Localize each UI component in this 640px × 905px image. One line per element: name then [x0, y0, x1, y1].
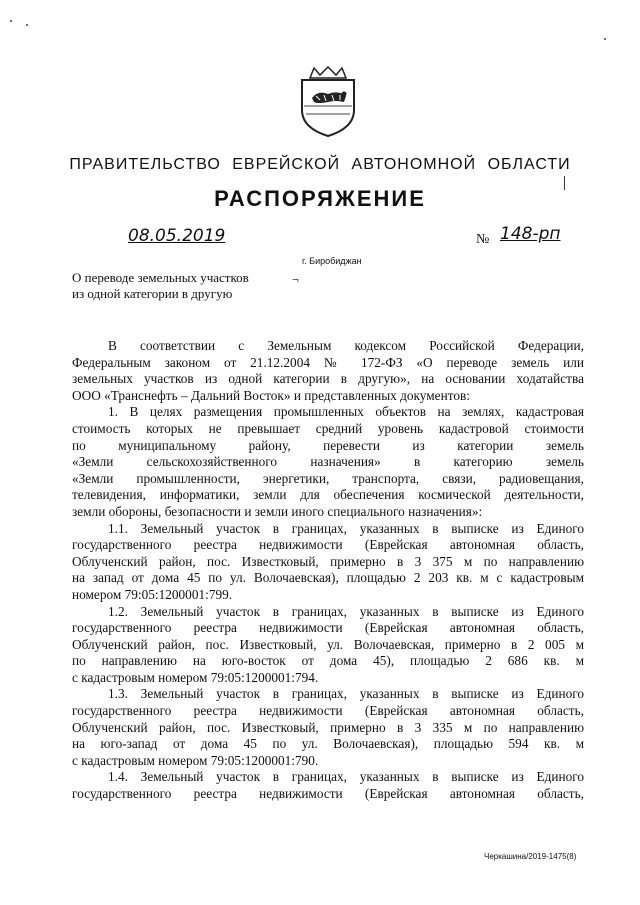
scan-speck — [10, 20, 12, 22]
city-label: г. Биробиджан — [302, 256, 362, 266]
body-line: 1.4. Земельный участок в границах, указанных в выписке из Единого — [108, 769, 584, 785]
subject-line: О переводе земельных участков — [72, 270, 249, 285]
body-line: с кадастровым номером 79:05:1200001:794. — [72, 669, 319, 685]
number-prefix: № — [476, 232, 490, 247]
scan-speck — [26, 24, 28, 26]
body-line: Облученский район, пос. Известковый, ул. Волочаевская, примерно в 2 005 м — [72, 636, 584, 652]
document-subject — [72, 270, 249, 302]
body-line: Федеральным законом от 21.12.2004 № 172-ФЗ «О переводе земель или — [72, 354, 584, 370]
body-line: с кадастровым номером 79:05:1200001:790. — [72, 752, 319, 768]
body-line: земельных участков из одной категории в другую», на основании ходатайства — [72, 371, 584, 387]
body-line: телевидения, информатики, земли для обеспечения космической деятельности, — [72, 487, 584, 503]
scan-speck — [604, 38, 606, 40]
organization-name: ПРАВИТЕЛЬСТВО ЕВРЕЙСКОЙ АВТОНОМНОЙ ОБЛАСТИ — [69, 156, 571, 173]
document-number: 148-рп — [500, 224, 561, 244]
body-line: 1.1. Земельный участок в границах, указанных в выписке из Единого — [108, 520, 584, 536]
subject-line: из одной категории в другую — [72, 286, 233, 301]
coat-of-arms-icon — [296, 66, 360, 138]
body-line: «Земли сельскохозяйственного назначения» в категорию земель — [72, 454, 584, 470]
footer-code: Черкашина/2019-1475(8) — [484, 852, 577, 861]
body-line: государственного реестра недвижимости (Еврейская автономная область, — [72, 703, 584, 719]
body-line: земли обороны, безопасности и земли иного специального назначения»: — [72, 503, 483, 519]
body-line: «Земли промышленности, энергетики, транспорта, связи, радиовещания, — [72, 470, 584, 486]
body-line: государственного реестра недвижимости (Еврейская автономная область, — [72, 620, 584, 636]
document-title: РАСПОРЯЖЕНИЕ — [214, 186, 426, 211]
body-line: номером 79:05:1200001:799. — [72, 586, 233, 602]
body-line: государственного реестра недвижимости (Еврейская автономная область, — [72, 537, 584, 553]
body-line: В соответствии с Земельным кодексом Российской Федерации, — [108, 338, 584, 353]
body-line: государственного реестра недвижимости (Еврейская автономная область, — [72, 786, 584, 802]
document-date: 08.05.2019 — [128, 226, 226, 246]
body-line: 1.2. Земельный участок в границах, указанных в выписке из Единого — [108, 603, 584, 619]
subject-bracket-mark: ¬ — [292, 272, 299, 286]
body-line: Облученский район, пос. Известковый, примерно в 3 335 м по направлению — [72, 719, 584, 735]
body-line: стоимость которых не превышает средний уровень кадастровой стоимости — [72, 420, 584, 436]
body-line: 1.3. Земельный участок в границах, указанных в выписке из Единого — [108, 686, 584, 702]
body-line: ООО «Транснефть – Дальний Восток» и представленных документов: — [72, 387, 470, 403]
body-line: 1. В целях размещения промышленных объектов на землях, кадастровая — [108, 404, 584, 420]
body-line: на запад от дома 45 по ул. Волочаевская), площадью 2 203 кв. м с кадастровым — [72, 570, 584, 586]
body-line: по направлению на юго-восток от дома 45), площадью 2 686 кв. м — [72, 653, 584, 669]
body-line: Облученский район, пос. Известковый, примерно в 3 375 м по направлению — [72, 553, 584, 569]
document-body — [72, 338, 584, 803]
body-line: на юго-запад от дома 45 по ул. Волочаевская), площадью 594 кв. м — [72, 736, 584, 752]
body-line: по муниципальному району, перевести из категории земель — [72, 437, 584, 453]
